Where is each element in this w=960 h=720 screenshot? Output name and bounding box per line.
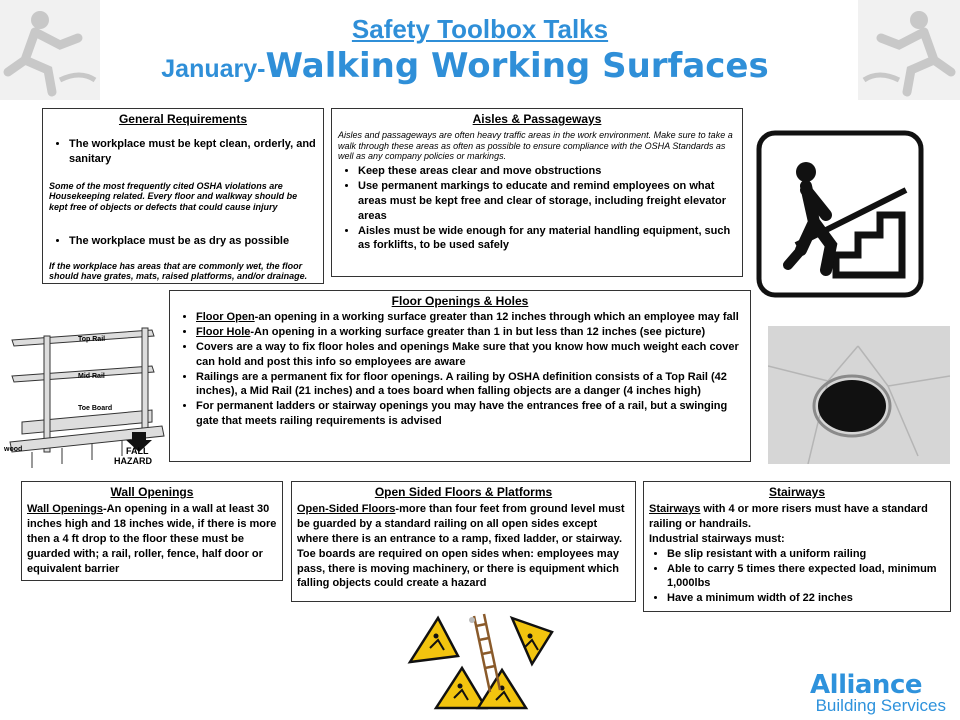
floor-hole-text: -An opening in a working surface greater than 1 in but less than 12 inches (see picture)	[250, 326, 706, 339]
general-item: • The workplace must be as dry as possible	[69, 234, 317, 249]
stairway-handrail-icon	[756, 130, 924, 298]
floor-item: • Covers are a way to fix floor holes and openings Make sure that you know how much weight each cover can hold and post this info so employees are aware	[196, 340, 744, 370]
page-title: Safety Toolbox Talks	[351, 14, 609, 44]
general-requirements-box	[42, 108, 324, 284]
general-note: If the workplace has areas that are commonly wet, the floor should have grates, mats, raised platforms, and/or drainage.	[49, 260, 308, 282]
aisles-box	[331, 108, 743, 277]
floor-item: • Railings are a permanent fix for floor openings. A railing by OSHA definition consists of a Top Rail (42 inches), a Mid Rail (21 inches) and a toes board when falling objects are a danger (4 inches high)	[196, 370, 744, 400]
aisles-item: • Use permanent markings to educate and remind employees on what areas must be kept free and clear of storage, including freight elevator areas	[358, 179, 736, 224]
wall-desc: -An opening in a wall at least 30 inches high and 18 inches wide, if there is more then a 4 ft drop to the floor these must be guarded with; a rail, roller, fence, half door or equivalent barrier	[27, 503, 277, 575]
hazard-label: HAZARD	[114, 456, 152, 466]
section-title: Wall Openings	[110, 485, 194, 499]
fall-label: FALL	[126, 446, 149, 456]
floor-item	[196, 310, 744, 325]
aisles-item: • Keep these areas clear and move obstructions	[358, 164, 736, 179]
aisles-intro: Aisles and passageways are often heavy traffic areas in the work environment. Make sure to take a walk through these areas as often as possible to ensure compliance with the OSHA Standards as well as any company policies or markings.	[338, 130, 733, 161]
floor-hole-term: Floor Hole	[196, 326, 251, 339]
stairs-desc: with 4 or more risers must have a standard railing or handrails.	[649, 503, 928, 531]
railing-diagram	[2, 322, 168, 472]
subtitle-main: Walking Working Surfaces	[265, 46, 769, 86]
page-subtitle	[0, 46, 930, 86]
wood-label: wood	[4, 446, 23, 453]
stairs-sub: Industrial stairways must:	[649, 532, 785, 545]
open-sided-box	[291, 481, 636, 602]
wall-openings-box	[21, 481, 283, 581]
company-logo-name: Alliance	[810, 670, 922, 700]
section-title: Open Sided Floors & Platforms	[374, 485, 553, 499]
floor-hole-photo	[768, 326, 950, 464]
toe-board-label: Toe Board	[78, 405, 113, 412]
section-title: General Requirements	[118, 112, 248, 126]
wall-text	[27, 502, 277, 576]
subtitle-prefix: January-	[161, 55, 266, 83]
floor-open-text: -an opening in a working surface greater than 12 inches through which an employee may fall	[254, 311, 739, 324]
general-item: • The workplace must be kept clean, orderly, and sanitary	[69, 137, 317, 167]
stairs-item: • Have a minimum width of 22 inches	[667, 591, 945, 606]
stairs-item: • Able to carry 5 times there expected load, minimum 1,000lbs	[667, 562, 945, 592]
mid-rail-label: Mid Rail	[78, 373, 105, 380]
stairs-term: Stairways	[649, 503, 701, 516]
floor-item: • For permanent ladders or stairway openings you may have the entrances free of a rail, but a swinging gate that meets railing requirements is advised	[196, 399, 744, 429]
open-sided-desc: -more than four feet from ground level must be guarded by a standard railing on all open sides except where there is an entrance to a ramp, fixed ladder, or stairway. Toe boards are required on open sides when: employees may pass, there is moving machinery, or there is equipment which falling objects could create a hazard	[297, 503, 625, 590]
stairs-item: • Be slip resistant with a uniform railing	[667, 547, 945, 562]
wall-term: Wall Openings	[27, 503, 103, 516]
open-sided-text	[297, 502, 630, 591]
open-sided-term: Open-Sided Floors	[297, 503, 396, 516]
stairways-box	[643, 481, 951, 612]
floor-openings-box	[169, 290, 751, 462]
aisles-item: • Aisles must be wide enough for any material handling equipment, such as forklifts, to be used safely	[358, 224, 736, 254]
top-rail-label: Top Rail	[78, 336, 106, 343]
section-title: Aisles & Passageways	[472, 112, 602, 126]
floor-item	[196, 325, 744, 340]
company-logo-tagline: Building Services	[815, 696, 946, 715]
fall-hazard-warning-icons	[402, 612, 562, 712]
section-title: Stairways	[768, 485, 826, 499]
floor-open-term: Floor Open	[196, 311, 255, 324]
section-title: Floor Openings & Holes	[391, 294, 529, 308]
stairs-text	[649, 502, 945, 532]
general-note: Some of the most frequently cited OSHA violations are Housekeeping related. Every floor and walkway should be kept free of objects or defects that could cause injury	[49, 180, 298, 212]
